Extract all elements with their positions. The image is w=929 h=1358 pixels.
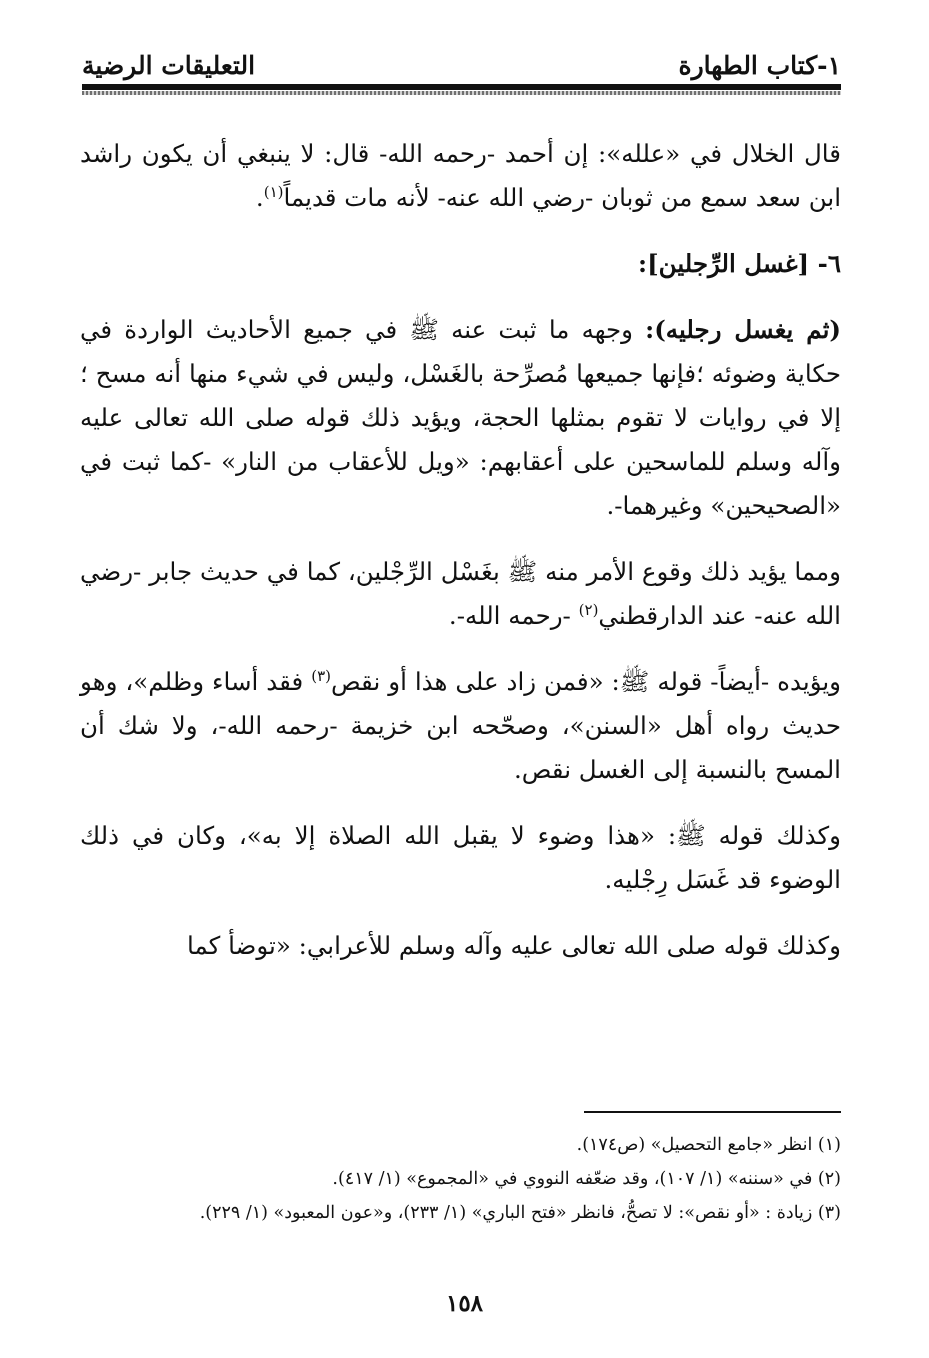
section-heading: ٦- [غسل الرِّجلين]: (638, 249, 841, 278)
paragraph-4: ويؤيده -أيضاً- قوله ﷺ: «فمن زاد على هذا أو نقص$^{(٣)}$ فقد أساء وظلم»، وهو حديث رواه أهل «السنن»، وصحّحه ابن خزيمة -رحمه الله-، ولا شك أن المسح بالنسبة إلى الغسل نقص. (80, 666, 841, 784)
paragraph-5: وكذلك قوله ﷺ: «هذا وضوء لا يقبل الله الصلاة إلا به»، وكان في ذلك الوضوء قد غَسَل رِجْليه. (80, 821, 841, 894)
footnote-ref-3: (٣) (311, 666, 332, 685)
footnotes (80, 1128, 841, 1230)
running-header (82, 38, 841, 80)
footnote-2: (٢) في «سننه» (١/ ١٠٧)، وقد ضعّفه النووي في «المجموع» (١/ ٤١٧). (332, 1169, 841, 1189)
paragraph-2: (ثم يغسل رجليه): وجهه ما ثبت عنه ﷺ في جميع الأحاديث الواردة في حكاية وضوئه ؛فإنها جميعها مُصرِّحة بالغَسْل، وليس في شيء منها أنه مسح ؛إلا في روايات لا تقوم بمثلها الحجة، ويؤيد ذلك قوله صلى الله تعالى عليه وآله وسلم للماسحين على أعقابهم: «ويل للأعقاب من النار» -كما ثبت في «الصحيحين» وغيرهما-. (80, 315, 842, 520)
paragraph-3: ومما يؤيد ذلك وقوع الأمر منه ﷺ بغَسْل الرِّجْلين، كما في حديث جابر -رضي الله عنه- عند الدارقطني$^{(٢)}$ -رحمه الله-. (80, 557, 841, 630)
header-rule (82, 84, 841, 90)
footnote-separator (584, 1111, 841, 1113)
paragraph-1: قال الخلال في «علله»: إن أحمد -رحمه الله- قال: لا ينبغي أن يكون راشد ابن سعد سمع من ثوبان -رضي الله عنه- لأنه مات قديماً$^{(١)}$. (80, 139, 841, 212)
paragraph-lead: (ثم يغسل رجليه): (645, 315, 842, 344)
main-text (80, 132, 841, 990)
footnote-ref-2: (٢) (578, 600, 599, 619)
paragraph-6: وكذلك قوله صلى الله تعالى عليه وآله وسلم للأعرابي: «توضأ كما (187, 931, 841, 960)
footnote-3: (٣) زيادة : «أو نقص»: لا تصحُّ، فانظر «فتح الباري» (١/ ٢٣٣)، و«عون المعبود» (١/ ٢٢٩). (199, 1203, 841, 1223)
page-number: ١٥٨ (445, 1290, 484, 1317)
book-title: التعليقات الرضية (82, 51, 256, 80)
header-rule-texture (82, 91, 841, 95)
footnote-ref-1: (١) (263, 182, 284, 201)
chapter-title: ١-كتاب الطهارة (678, 51, 841, 80)
footnote-1: (١) انظر «جامع التحصيل» (ص١٧٤). (576, 1135, 841, 1155)
